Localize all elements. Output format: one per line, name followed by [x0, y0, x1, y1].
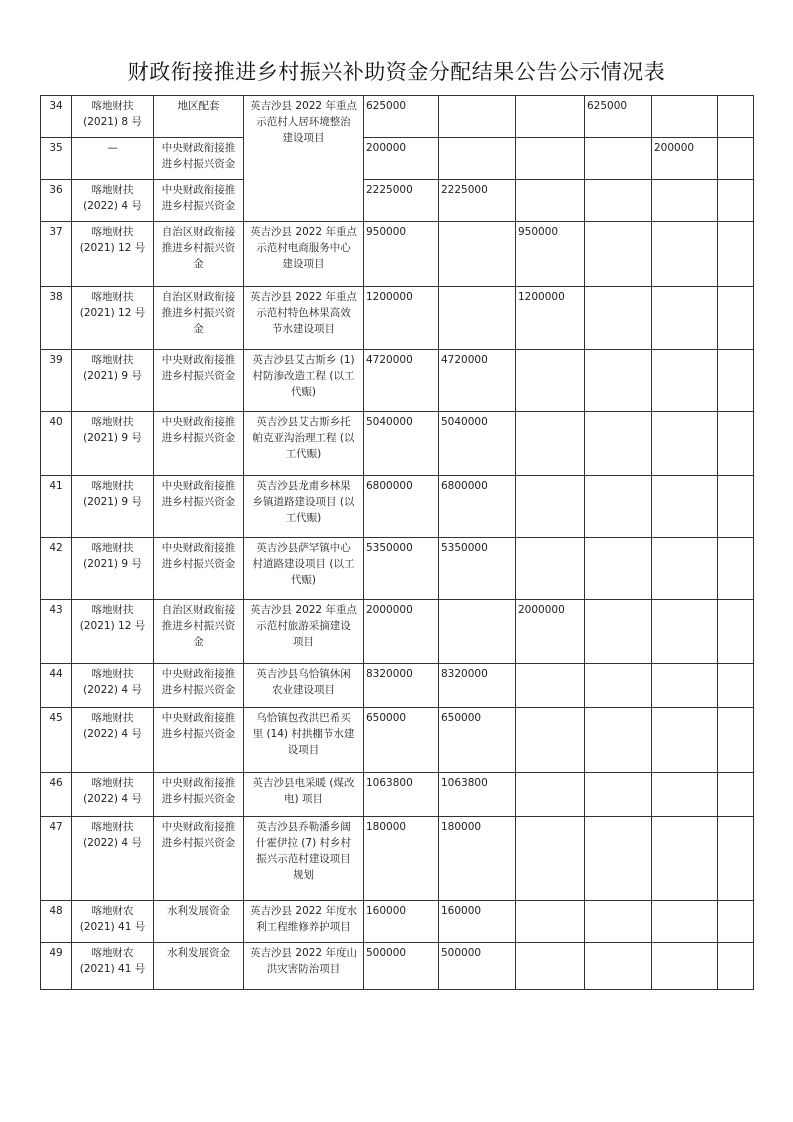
- amount-col-5: [718, 287, 754, 350]
- amount-col-1: [439, 96, 516, 138]
- amount-col-5: [718, 943, 754, 990]
- document-number-line: 喀地财扶: [91, 668, 134, 680]
- amount-col-3: [585, 664, 652, 708]
- row-number: 38: [41, 287, 72, 350]
- document-number-line: 喀地财扶: [91, 821, 134, 833]
- total-amount: 2225000: [364, 180, 439, 222]
- document-number: [72, 901, 154, 943]
- document-number: [72, 943, 154, 990]
- total-amount: 500000: [364, 943, 439, 990]
- total-amount: 1063800: [364, 773, 439, 817]
- table-row: [41, 350, 754, 412]
- table-row: [41, 412, 754, 476]
- amount-col-1: [439, 222, 516, 287]
- project-name: [244, 943, 364, 990]
- fund-source-line: 中央财政衔接推: [161, 354, 236, 366]
- table-row: [41, 817, 754, 901]
- amount-col-5: [718, 600, 754, 664]
- fund-source-line: 自治区财政衔接: [161, 291, 236, 303]
- project-name-line: 乌恰镇包孜洪巴希买: [256, 712, 351, 724]
- amount-col-1: 8320000: [439, 664, 516, 708]
- amount-col-2: [516, 180, 585, 222]
- amount-col-3: [585, 412, 652, 476]
- table-row: [41, 138, 754, 180]
- project-name-line: 工代赈): [285, 512, 322, 524]
- amount-col-3: [585, 708, 652, 773]
- fund-source-line: 中央财政衔接推: [161, 142, 236, 154]
- amount-col-3: [585, 350, 652, 412]
- amount-col-1: 5350000: [439, 538, 516, 600]
- fund-source: [154, 773, 244, 817]
- amount-col-2: [516, 350, 585, 412]
- amount-col-3: [585, 901, 652, 943]
- fund-source: [154, 664, 244, 708]
- amount-col-5: [718, 773, 754, 817]
- fund-source: [154, 817, 244, 901]
- document-number-line: (2021) 9 号: [83, 558, 142, 570]
- table-row: [41, 901, 754, 943]
- project-name: [244, 708, 364, 773]
- project-name-line: 示范村特色林果高效: [256, 307, 351, 319]
- project-name: [244, 222, 364, 287]
- document-number: [72, 600, 154, 664]
- fund-source-line: 金: [193, 636, 204, 648]
- document-number: [72, 412, 154, 476]
- project-name-line: 英吉沙县电采暖 (煤改: [252, 777, 355, 789]
- project-name-line: 什霍伊拉 (7) 村乡村: [255, 837, 352, 849]
- fund-source-line: 进乡村振兴资金: [161, 837, 236, 849]
- table-row: [41, 943, 754, 990]
- document-number-line: (2022) 4 号: [83, 837, 142, 849]
- project-name-line: 英吉沙县 2022 年度山: [250, 947, 357, 959]
- project-name-line: 项目: [293, 636, 314, 648]
- document-number-line: (2022) 4 号: [83, 684, 142, 696]
- table-row: [41, 708, 754, 773]
- table-row: [41, 664, 754, 708]
- amount-col-1: [439, 138, 516, 180]
- row-number: 49: [41, 943, 72, 990]
- amount-col-4: [652, 350, 718, 412]
- document-number: [72, 180, 154, 222]
- project-name-line: 村道路建设项目 (以工: [252, 558, 355, 570]
- project-name-line: 英吉沙县 2022 年度水: [250, 905, 357, 917]
- document-number-line: 喀地财扶: [91, 712, 134, 724]
- amount-col-5: [718, 476, 754, 538]
- fund-source-line: 进乡村振兴资金: [161, 793, 236, 805]
- fund-source-line: 自治区财政衔接: [161, 604, 236, 616]
- project-name: [244, 901, 364, 943]
- document-number-line: (2021) 12 号: [79, 620, 146, 632]
- amount-col-4: 200000: [652, 138, 718, 180]
- fund-source-line: 推进乡村振兴资: [161, 307, 236, 319]
- document-number-line: 喀地财扶: [91, 100, 134, 112]
- amount-col-1: 5040000: [439, 412, 516, 476]
- fund-source-line: 中央财政衔接推: [161, 542, 236, 554]
- fund-source: [154, 600, 244, 664]
- fund-source-line: 中央财政衔接推: [161, 184, 236, 196]
- project-name-line: 建设项目: [282, 132, 325, 144]
- project-name-line: 示范村人居环境整治: [256, 116, 351, 128]
- document-number-line: (2021) 12 号: [79, 307, 146, 319]
- project-name-line: 英吉沙县 2022 年重点: [250, 226, 357, 238]
- total-amount: 5040000: [364, 412, 439, 476]
- fund-source: [154, 901, 244, 943]
- amount-col-3: [585, 138, 652, 180]
- amount-col-5: [718, 222, 754, 287]
- total-amount: 8320000: [364, 664, 439, 708]
- amount-col-5: [718, 138, 754, 180]
- fund-source-line: 进乡村振兴资金: [161, 370, 236, 382]
- fund-source-line: 中央财政衔接推: [161, 668, 236, 680]
- amount-col-3: [585, 287, 652, 350]
- project-name-line: 帕克亚沟治理工程 (以: [252, 432, 355, 444]
- amount-col-4: [652, 773, 718, 817]
- document-number: [72, 538, 154, 600]
- fund-source: [154, 476, 244, 538]
- amount-col-3: [585, 222, 652, 287]
- project-name-line: 电) 项目: [284, 793, 323, 805]
- project-name-line: 里 (14) 村拱棚节水建: [252, 728, 355, 740]
- amount-col-3: [585, 476, 652, 538]
- document-number-line: 喀地财农: [91, 947, 134, 959]
- amount-col-2: 950000: [516, 222, 585, 287]
- amount-col-2: 2000000: [516, 600, 585, 664]
- project-name-line: 英吉沙县 2022 年重点: [250, 100, 357, 112]
- fund-source-line: 水利发展资金: [167, 947, 230, 959]
- amount-col-4: [652, 538, 718, 600]
- row-number: 45: [41, 708, 72, 773]
- amount-col-4: [652, 943, 718, 990]
- project-name-line: 英吉沙县艾古斯乡 (1): [252, 354, 355, 366]
- total-amount: 625000: [364, 96, 439, 138]
- row-number: 39: [41, 350, 72, 412]
- fund-source-line: 进乡村振兴资金: [161, 158, 236, 170]
- fund-source-line: 地区配套: [177, 100, 220, 112]
- project-name: [244, 96, 364, 222]
- document-number: [72, 96, 154, 138]
- fund-source-line: 进乡村振兴资金: [161, 496, 236, 508]
- project-name-line: 利工程维修养护项目: [256, 921, 351, 933]
- document-number-line: 喀地财扶: [91, 291, 134, 303]
- amount-col-1: 500000: [439, 943, 516, 990]
- amount-col-5: [718, 538, 754, 600]
- document-number: [72, 138, 154, 180]
- document-number: [72, 708, 154, 773]
- document-number-line: 喀地财扶: [91, 416, 134, 428]
- document-number-line: (2021) 41 号: [79, 921, 146, 933]
- total-amount: 6800000: [364, 476, 439, 538]
- project-name-line: 英吉沙县艾古斯乡托: [256, 416, 351, 428]
- amount-col-3: 625000: [585, 96, 652, 138]
- amount-col-5: [718, 817, 754, 901]
- amount-col-2: [516, 943, 585, 990]
- amount-col-1: 650000: [439, 708, 516, 773]
- amount-col-5: [718, 96, 754, 138]
- amount-col-4: [652, 287, 718, 350]
- fund-source: [154, 412, 244, 476]
- fund-source: [154, 222, 244, 287]
- amount-col-1: 160000: [439, 901, 516, 943]
- fund-source-line: 中央财政衔接推: [161, 821, 236, 833]
- document-number-line: (2021) 9 号: [83, 496, 142, 508]
- fund-source-line: 推进乡村振兴资: [161, 242, 236, 254]
- fund-source-line: 水利发展资金: [167, 905, 230, 917]
- project-name-line: 规划: [293, 869, 314, 881]
- table-body: [41, 96, 754, 990]
- document-number-line: 喀地财扶: [91, 480, 134, 492]
- amount-col-4: [652, 222, 718, 287]
- project-name-line: 振兴示范村建设项目: [256, 853, 351, 865]
- document-number-line: —: [107, 142, 118, 154]
- row-number: 47: [41, 817, 72, 901]
- document-number-line: 喀地财扶: [91, 542, 134, 554]
- project-name-line: 英吉沙县 2022 年重点: [250, 604, 357, 616]
- document-number: [72, 222, 154, 287]
- table-row: [41, 600, 754, 664]
- total-amount: 950000: [364, 222, 439, 287]
- fund-source-line: 中央财政衔接推: [161, 777, 236, 789]
- document-number: [72, 773, 154, 817]
- amount-col-4: [652, 476, 718, 538]
- project-name-line: 建设项目: [282, 258, 325, 270]
- amount-col-4: [652, 817, 718, 901]
- fund-source-line: 自治区财政衔接: [161, 226, 236, 238]
- project-name-line: 节水建设项目: [272, 323, 335, 335]
- total-amount: 180000: [364, 817, 439, 901]
- amount-col-2: 1200000: [516, 287, 585, 350]
- page-title: 财政衔接推进乡村振兴补助资金分配结果公告公示情况表: [127, 60, 666, 84]
- row-number: 48: [41, 901, 72, 943]
- fund-source: [154, 180, 244, 222]
- document-number: [72, 476, 154, 538]
- document-number-line: (2021) 12 号: [79, 242, 146, 254]
- project-name: [244, 664, 364, 708]
- fund-source: [154, 96, 244, 138]
- table-row: [41, 180, 754, 222]
- project-name-line: 村防渗改造工程 (以工: [252, 370, 355, 382]
- row-number: 35: [41, 138, 72, 180]
- total-amount: 4720000: [364, 350, 439, 412]
- amount-col-1: [439, 287, 516, 350]
- amount-col-2: [516, 773, 585, 817]
- amount-col-5: [718, 708, 754, 773]
- table-row: [41, 96, 754, 138]
- project-name-line: 英吉沙县萨罕镇中心: [256, 542, 351, 554]
- amount-col-4: [652, 708, 718, 773]
- amount-col-2: [516, 664, 585, 708]
- document-number: [72, 287, 154, 350]
- table-row: [41, 476, 754, 538]
- fund-source-line: 推进乡村振兴资: [161, 620, 236, 632]
- amount-col-2: [516, 96, 585, 138]
- document-number-line: (2022) 4 号: [83, 728, 142, 740]
- row-number: 41: [41, 476, 72, 538]
- project-name-line: 英吉沙县 2022 年重点: [250, 291, 357, 303]
- project-name: [244, 350, 364, 412]
- row-number: 40: [41, 412, 72, 476]
- table-row: [41, 538, 754, 600]
- fund-source: [154, 538, 244, 600]
- amount-col-3: [585, 773, 652, 817]
- project-name-line: 英吉沙县乔勒潘乡阔: [256, 821, 351, 833]
- amount-col-2: [516, 476, 585, 538]
- document-number-line: 喀地财扶: [91, 184, 134, 196]
- amount-col-2: [516, 901, 585, 943]
- amount-col-4: [652, 901, 718, 943]
- row-number: 44: [41, 664, 72, 708]
- project-name: [244, 476, 364, 538]
- project-name-line: 工代赈): [285, 448, 322, 460]
- amount-col-2: [516, 817, 585, 901]
- amount-col-2: [516, 538, 585, 600]
- project-name: [244, 287, 364, 350]
- fund-source: [154, 708, 244, 773]
- total-amount: 2000000: [364, 600, 439, 664]
- fund-source: [154, 350, 244, 412]
- row-number: 42: [41, 538, 72, 600]
- fund-source: [154, 138, 244, 180]
- document-number-line: (2022) 4 号: [83, 200, 142, 212]
- amount-col-4: [652, 412, 718, 476]
- total-amount: 5350000: [364, 538, 439, 600]
- fund-source-line: 中央财政衔接推: [161, 712, 236, 724]
- document-number-line: 喀地财扶: [91, 777, 134, 789]
- document-number-line: 喀地财扶: [91, 604, 134, 616]
- amount-col-4: [652, 180, 718, 222]
- amount-col-5: [718, 664, 754, 708]
- project-name: [244, 600, 364, 664]
- allocation-table: [40, 95, 754, 990]
- amount-col-2: [516, 138, 585, 180]
- amount-col-3: [585, 943, 652, 990]
- document-number-line: 喀地财农: [91, 905, 134, 917]
- project-name-line: 乡镇道路建设项目 (以: [252, 496, 355, 508]
- amount-col-3: [585, 180, 652, 222]
- project-name-line: 洪灾害防治项目: [266, 963, 341, 975]
- document-number-line: (2021) 9 号: [83, 432, 142, 444]
- project-name-line: 英吉沙县龙甫乡林果: [256, 480, 351, 492]
- amount-col-4: [652, 600, 718, 664]
- amount-col-1: 2225000: [439, 180, 516, 222]
- fund-source-line: 金: [193, 258, 204, 270]
- fund-source-line: 进乡村振兴资金: [161, 432, 236, 444]
- table-row: [41, 222, 754, 287]
- document-number: [72, 350, 154, 412]
- row-number: 34: [41, 96, 72, 138]
- project-name-line: 农业建设项目: [272, 684, 335, 696]
- row-number: 46: [41, 773, 72, 817]
- fund-source-line: 进乡村振兴资金: [161, 200, 236, 212]
- fund-source-line: 中央财政衔接推: [161, 480, 236, 492]
- total-amount: 650000: [364, 708, 439, 773]
- total-amount: 200000: [364, 138, 439, 180]
- document-number: [72, 664, 154, 708]
- project-name-line: 设项目: [287, 744, 320, 756]
- document-number-line: 喀地财扶: [91, 354, 134, 366]
- amount-col-3: [585, 600, 652, 664]
- project-name-line: 代赈): [290, 386, 317, 398]
- document-number-line: (2021) 9 号: [83, 370, 142, 382]
- amount-col-4: [652, 664, 718, 708]
- fund-source-line: 进乡村振兴资金: [161, 728, 236, 740]
- project-name-line: 代赈): [290, 574, 317, 586]
- row-number: 43: [41, 600, 72, 664]
- fund-source-line: 中央财政衔接推: [161, 416, 236, 428]
- amount-col-5: [718, 412, 754, 476]
- table-row: [41, 773, 754, 817]
- total-amount: 1200000: [364, 287, 439, 350]
- amount-col-1: 180000: [439, 817, 516, 901]
- project-name: [244, 817, 364, 901]
- row-number: 36: [41, 180, 72, 222]
- document-number: [72, 817, 154, 901]
- document-number-line: (2022) 4 号: [83, 793, 142, 805]
- document-number-line: (2021) 8 号: [83, 116, 142, 128]
- project-name: [244, 412, 364, 476]
- amount-col-5: [718, 350, 754, 412]
- fund-source-line: 金: [193, 323, 204, 335]
- total-amount: 160000: [364, 901, 439, 943]
- amount-col-2: [516, 412, 585, 476]
- project-name-line: 示范村电商服务中心: [256, 242, 351, 254]
- fund-source-line: 进乡村振兴资金: [161, 558, 236, 570]
- amount-col-3: [585, 817, 652, 901]
- fund-source-line: 进乡村振兴资金: [161, 684, 236, 696]
- project-name-line: 示范村旅游采摘建设: [256, 620, 351, 632]
- amount-col-3: [585, 538, 652, 600]
- amount-col-1: 4720000: [439, 350, 516, 412]
- row-number: 37: [41, 222, 72, 287]
- amount-col-5: [718, 180, 754, 222]
- amount-col-5: [718, 901, 754, 943]
- amount-col-1: 6800000: [439, 476, 516, 538]
- amount-col-1: [439, 600, 516, 664]
- fund-source: [154, 943, 244, 990]
- document-number-line: (2021) 41 号: [79, 963, 146, 975]
- amount-col-2: [516, 708, 585, 773]
- project-name: [244, 773, 364, 817]
- project-name: [244, 538, 364, 600]
- document-number-line: 喀地财扶: [91, 226, 134, 238]
- project-name-line: 英吉沙县乌恰镇休闲: [256, 668, 351, 680]
- table-row: [41, 287, 754, 350]
- amount-col-4: [652, 96, 718, 138]
- amount-col-1: 1063800: [439, 773, 516, 817]
- fund-source: [154, 287, 244, 350]
